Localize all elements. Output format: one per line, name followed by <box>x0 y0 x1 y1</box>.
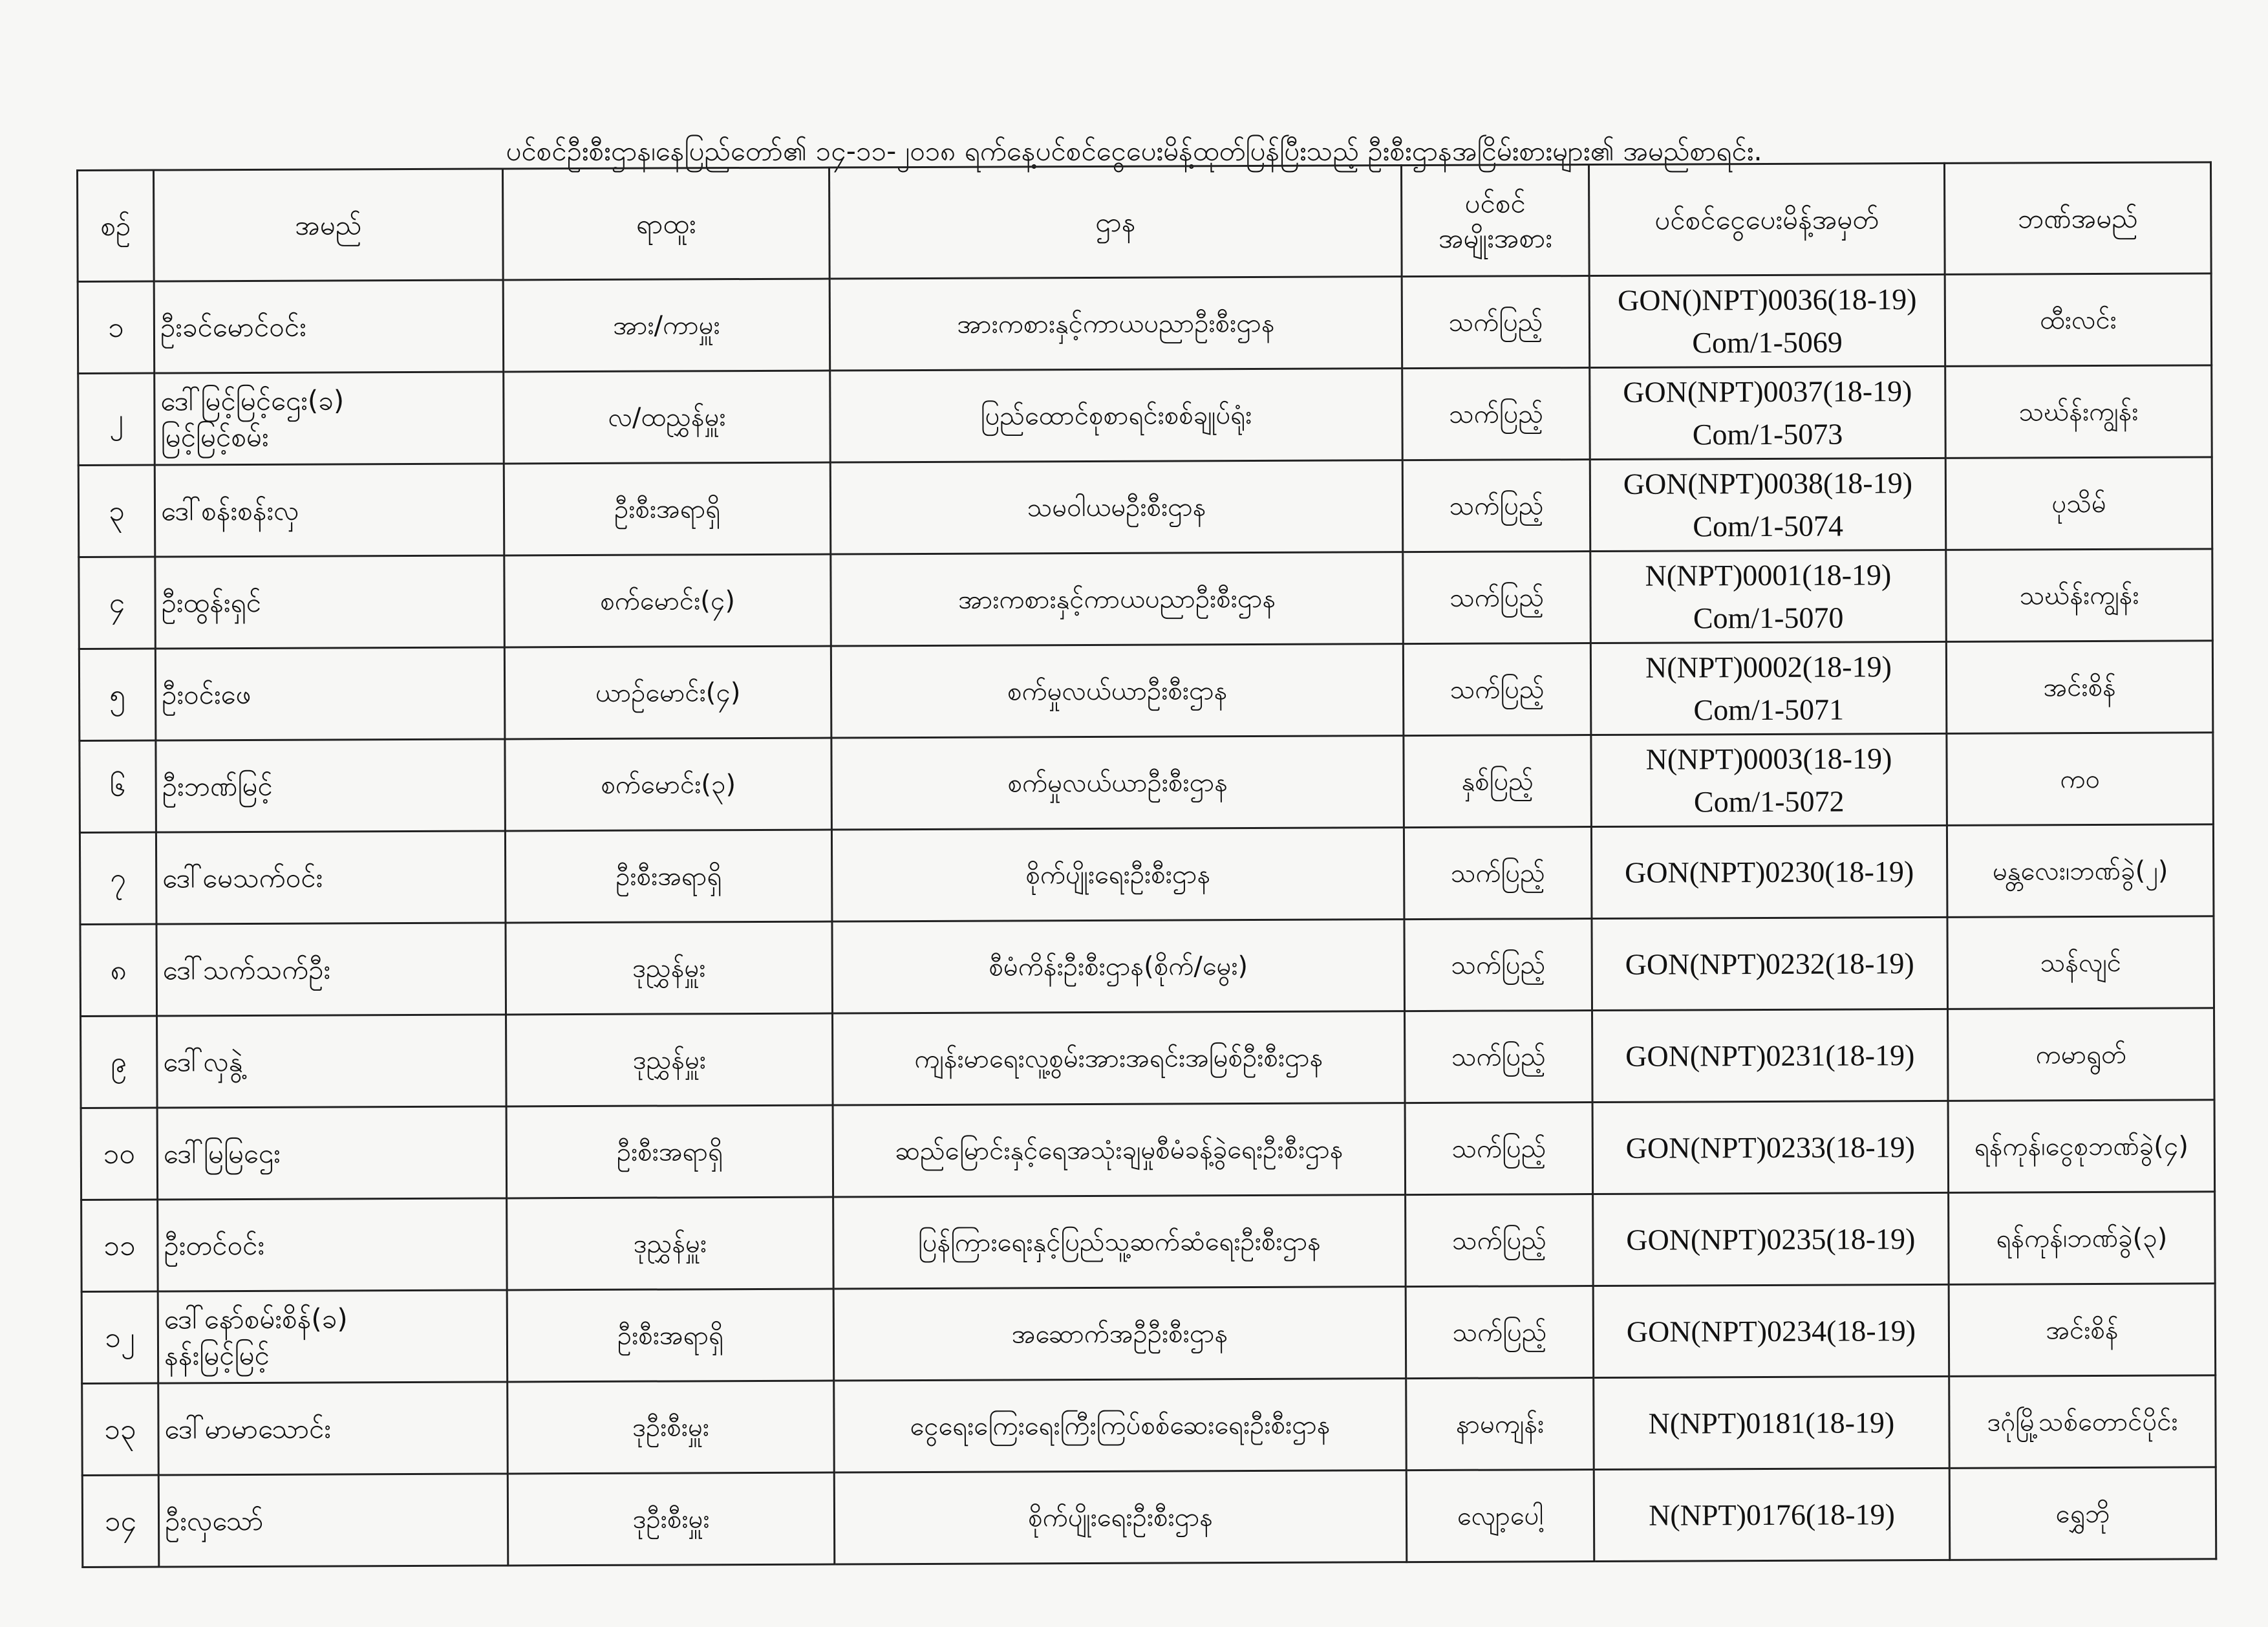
pension-table <box>76 161 2217 1568</box>
table-row <box>78 274 2212 374</box>
row-bank <box>1945 457 2212 550</box>
row-name-text: ဒေါ်စန်းစန်းလှ <box>160 494 299 527</box>
row-name <box>156 739 506 832</box>
row-no <box>78 281 155 373</box>
row-rank-text: အား/ကာမှူး <box>613 310 720 341</box>
row-pension-type-text: လျော့ပေါ့ <box>1457 1500 1544 1531</box>
row-permit-text: GON(NPT)0231(18-19) <box>1625 1038 1915 1073</box>
row-permit-text: N(NPT)0176(18-19) <box>1649 1497 1895 1532</box>
header-dept: ဌာန <box>829 166 1402 279</box>
row-dept <box>831 552 1404 646</box>
row-rank-text: ဒုဦးစီးမှူး <box>632 1503 710 1535</box>
row-name <box>155 647 505 740</box>
row-dept-text: စီမံကိန်းဦးစီးဌာန(စိုက်/မွေး) <box>989 951 1248 982</box>
row-permit-text: Com/1-5072 <box>1693 784 1845 818</box>
row-rank-text: ဦးစီးအရာရှိ <box>614 493 721 524</box>
row-permit <box>1590 641 1947 735</box>
row-permit <box>1590 550 1947 643</box>
row-pension-type <box>1404 827 1592 920</box>
row-bank <box>1948 1008 2215 1101</box>
table-row <box>78 365 2212 466</box>
table-row <box>82 1375 2216 1476</box>
row-name <box>154 280 504 373</box>
row-rank <box>506 921 833 1015</box>
row-name-text: ဦးဝင်းဖေ <box>162 678 251 710</box>
row-pension-type <box>1406 1378 1594 1471</box>
row-dept <box>830 460 1403 554</box>
table-row <box>80 916 2214 1017</box>
row-no <box>81 1291 158 1383</box>
row-name <box>155 555 505 649</box>
header-name: အမည် <box>154 169 504 281</box>
row-bank-text: မန္တလေး၊ဘဏ်ခွဲ(၂) <box>1992 856 2168 887</box>
row-dept-text: ဆည်မြောင်းနှင့်ရေအသုံးချမှုစီမံခန့်ခွဲရေးဦးစီးဌာန <box>895 1134 1343 1166</box>
header-row <box>78 162 2212 282</box>
row-dept-text: ပြည်ထောင်စုစာရင်းစစ်ချုပ်ရုံး <box>980 400 1252 431</box>
row-no-text: ၁၄ <box>104 1504 137 1538</box>
row-dept <box>831 828 1404 921</box>
row-permit-text: N(NPT)0002(18-19) <box>1645 649 1892 684</box>
row-dept <box>829 277 1402 371</box>
row-name <box>158 1198 508 1291</box>
table-body <box>78 274 2216 1568</box>
row-name-text: ဦးခင်မောင်ဝင်း <box>160 310 306 343</box>
row-no <box>79 649 156 740</box>
table-row <box>79 641 2213 741</box>
row-pension-type-text: သက်ပြည့် <box>1449 582 1545 613</box>
row-dept-text: စက်မှုလယ်ယာဦးစီးဌာန <box>1007 675 1228 706</box>
table-row <box>81 1192 2216 1292</box>
row-no-text: ၁၂ <box>105 1320 135 1354</box>
row-permit <box>1592 1009 1949 1102</box>
row-pension-type <box>1405 1011 1593 1103</box>
row-pension-type <box>1403 643 1591 736</box>
row-rank-text: လ/ထညွှန်မှူး <box>608 402 726 433</box>
row-bank-text: ပုသိမ် <box>2051 488 2106 519</box>
row-pension-type <box>1406 1194 1594 1287</box>
row-name-text: ဒေါ်မေသက်ဝင်း <box>162 861 323 894</box>
row-bank-text: အင်းစိန် <box>2046 1315 2119 1345</box>
row-pension-type-text: သက်ပြည့် <box>1452 1317 1547 1348</box>
row-no-text: ၁၃ <box>104 1412 136 1446</box>
row-permit <box>1591 825 1947 918</box>
row-no-text: ၇ <box>110 861 127 895</box>
row-name-text: နန်းမြင့်မြင့် <box>164 1339 270 1371</box>
row-rank <box>503 279 830 372</box>
table-row <box>80 733 2214 833</box>
row-rank-text: ဒုညွှန်မှူး <box>632 953 706 984</box>
row-pension-type-text: သက်ပြည့် <box>1448 398 1544 429</box>
row-no <box>82 1383 159 1475</box>
row-rank-text: ယာဉ်မောင်း(၄) <box>595 677 741 708</box>
row-rank <box>507 1197 834 1290</box>
row-permit-text: GON(NPT)0235(18-19) <box>1626 1222 1916 1256</box>
row-permit-text: GON(NPT)0230(18-19) <box>1625 854 1914 889</box>
row-bank <box>1946 549 2213 642</box>
row-bank <box>1949 1375 2216 1469</box>
row-name-text: ဒေါ်မာမာသောင်း <box>164 1412 332 1445</box>
row-permit-text: Com/1-5074 <box>1693 509 1844 543</box>
row-rank-text: စက်မောင်း(၃) <box>601 769 736 800</box>
row-rank <box>506 1105 833 1198</box>
row-permit-text: GON(NPT)0233(18-19) <box>1625 1130 1915 1165</box>
row-no-text: ၈ <box>110 953 127 987</box>
header-pension-type <box>1401 165 1589 277</box>
row-dept <box>832 920 1405 1013</box>
table-row <box>79 549 2213 649</box>
row-no-text: ၄ <box>109 586 125 620</box>
row-permit-text: Com/1-5073 <box>1692 417 1843 451</box>
row-no-text: ၉ <box>111 1045 127 1079</box>
row-pension-type-text: သက်ပြည့် <box>1449 490 1544 521</box>
row-dept-text: ပြန်ကြားရေးနှင့်ပြည်သူ့ဆက်ဆံရေးဦးစီးဌာန <box>917 1226 1321 1258</box>
row-permit <box>1592 917 1948 1010</box>
row-name <box>156 831 506 924</box>
row-name-text: ဒေါ်လှနွဲ့ <box>163 1045 243 1077</box>
row-pension-type <box>1402 460 1590 552</box>
row-permit-text: GON(NPT)0232(18-19) <box>1625 946 1914 981</box>
row-rank-text: စက်မောင်း(၄) <box>600 585 736 616</box>
row-dept-text: စိုက်ပျိုးရေးဦးစီးဌာန <box>1027 1502 1214 1533</box>
row-bank-text: ရန်ကုန်၊ငွေစုဘဏ်ခွဲ(၄) <box>1974 1130 2189 1162</box>
row-no <box>79 557 156 649</box>
row-no <box>82 1475 159 1567</box>
row-pension-type-text: သက်ပြည့် <box>1451 1225 1546 1256</box>
row-dept-text: ကျန်းမာရေးလူ့စွမ်းအားအရင်းအမြစ်ဦးစီးဌာန <box>914 1042 1323 1074</box>
row-dept <box>831 736 1404 830</box>
row-rank <box>508 1472 835 1566</box>
header-no: စဉ် <box>78 170 155 281</box>
row-pension-type-text: သက်ပြည့် <box>1450 857 1545 889</box>
row-dept-text: အားကစားနှင့်ကာယပညာဦးစီးဌာန <box>957 583 1276 615</box>
row-no-text: ၁၁ <box>103 1229 136 1262</box>
row-name-text: ဦးထွန်းရှင် <box>161 586 262 618</box>
row-permit-text: GON(NPT)0234(18-19) <box>1626 1313 1916 1348</box>
row-bank <box>1947 824 2214 918</box>
row-name <box>157 1106 507 1200</box>
row-pension-type <box>1403 552 1591 644</box>
row-dept <box>830 369 1403 462</box>
row-name <box>158 1474 508 1567</box>
row-rank <box>507 1289 834 1382</box>
row-pension-type-text: သက်ပြည့် <box>1451 949 1546 980</box>
row-pension-type-text: သက်ပြည့် <box>1448 307 1543 338</box>
row-dept-text: စက်မှုလယ်ယာဦးစီးဌာန <box>1007 767 1228 798</box>
row-permit-text: N(NPT)0181(18-19) <box>1648 1405 1895 1440</box>
row-no <box>81 1108 158 1200</box>
row-rank <box>505 830 832 923</box>
row-no <box>80 740 156 832</box>
row-name-text: ဒေါ်မြင့်မြင့်ဌေး(ခ) <box>160 383 345 417</box>
row-bank-text: သဃ်န်းကျွန်း <box>2019 580 2139 610</box>
row-permit <box>1590 458 1946 551</box>
row-no <box>80 832 156 924</box>
table-row <box>81 1284 2216 1384</box>
row-no <box>81 1200 158 1291</box>
row-no-text: ၁၀ <box>103 1137 136 1170</box>
header-pension-type-line2: အမျိုးအစား <box>1438 221 1553 254</box>
row-no <box>80 924 157 1016</box>
row-bank-text: သန်လျင် <box>2040 947 2122 978</box>
row-bank-text: ကမာရွတ် <box>2035 1039 2127 1070</box>
row-permit-text: GON()NPT)0036(18-19) <box>1617 282 1917 317</box>
row-permit-text: Com/1-5071 <box>1693 693 1845 726</box>
row-permit-text: GON(NPT)0038(18-19) <box>1623 466 1913 501</box>
row-name-text: ဒေါ်သက်သက်ဦး <box>162 953 331 986</box>
row-permit-text: N(NPT)0003(18-19) <box>1645 741 1892 776</box>
row-no-text: ၁ <box>107 310 124 344</box>
row-pension-type <box>1404 919 1592 1011</box>
row-name <box>157 1015 507 1108</box>
row-name <box>155 464 504 557</box>
row-pension-type-text: သက်ပြည့် <box>1451 1133 1546 1164</box>
header-rank: ရာထူး <box>503 167 830 280</box>
row-pension-type-text: နှစ်ပြည့် <box>1461 766 1534 797</box>
table-row <box>80 824 2214 925</box>
row-permit-text: N(NPT)0001(18-19) <box>1645 557 1892 592</box>
document-title: ပင်စင်ဦးစီးဌာန၊နေပြည်တော်၏ ၁၄-၁၁-၂၀၁၈ ရက်နေ့ပင်စင်ငွေပေးမိန့်ထုတ်ပြန်ပြီးသည့် ဦးစီးဌာနအငြိမ်းစားများ၏ အမည်စာရင်း. <box>506 135 1762 167</box>
row-name-text: ဒေါ်နော်စမ်းစိန်(ခ) <box>164 1302 348 1335</box>
row-bank-text: အင်းစိန် <box>2043 672 2116 702</box>
row-no <box>78 465 155 557</box>
row-permit <box>1590 366 1946 459</box>
row-pension-type-text: သက်ပြည့် <box>1451 1041 1546 1072</box>
row-dept-text: အားကစားနှင့်ကာယပညာဦးစီးဌာန <box>957 308 1275 339</box>
row-no-text: ၅ <box>109 678 126 711</box>
header-pension-type-line1: ပင်စင် <box>1464 186 1526 219</box>
row-permit <box>1594 1376 1950 1469</box>
header-bank: ဘဏ်အမည် <box>1944 162 2211 275</box>
table-row <box>78 457 2212 557</box>
row-dept <box>833 1287 1406 1381</box>
row-rank <box>504 554 831 647</box>
row-rank-text: ဒုညွှန်မှူး <box>633 1228 707 1259</box>
row-name-text: မြင့်မြင့်စမ်း <box>160 420 269 453</box>
row-pension-type <box>1404 735 1592 828</box>
row-permit-text: GON(NPT)0037(18-19) <box>1623 374 1912 409</box>
row-name <box>156 923 506 1016</box>
row-dept <box>831 644 1404 738</box>
row-no-text: ၂ <box>109 402 123 436</box>
row-permit <box>1594 1468 1950 1561</box>
row-bank <box>1946 641 2213 734</box>
row-permit <box>1591 733 1947 826</box>
row-dept <box>833 1195 1406 1289</box>
row-rank <box>504 646 831 739</box>
header-permit: ပင်စင်ငွေပေးမိန့်အမှတ် <box>1589 163 1945 275</box>
row-permit-text: Com/1-5069 <box>1692 325 1843 359</box>
row-dept-text: ငွေရေးကြေးရေးကြီးကြပ်စစ်ဆေးရေးဦးစီးဌာန <box>910 1410 1331 1441</box>
row-rank-text: ဦးစီးအရာရှိ <box>615 861 722 892</box>
row-bank-text: ရွှေဘို <box>2055 1498 2110 1529</box>
row-name-text: ဒေါ်မြမြဌေး <box>163 1137 281 1169</box>
row-bank <box>1949 1192 2216 1285</box>
row-dept <box>833 1103 1406 1197</box>
row-name-text: ဦးတင်ဝင်း <box>164 1229 265 1261</box>
row-bank-text: ရန်ကုန်၊ဘဏ်ခွဲ(၃) <box>1996 1223 2168 1254</box>
row-rank-text: ဦးစီးအရာရှိ <box>616 1136 723 1167</box>
table-row <box>81 1008 2215 1108</box>
row-no-text: ၃ <box>109 494 125 528</box>
row-pension-type <box>1402 276 1590 369</box>
row-bank-text: ဒဂုံမြို့သစ်တောင်ပိုင်း <box>1987 1406 2178 1438</box>
row-bank-text: ထီးလင်း <box>2039 305 2117 335</box>
row-pension-type-text: နာမကျန်း <box>1455 1408 1545 1439</box>
row-bank <box>1947 916 2214 1009</box>
row-dept-text: စိုက်ပျိုးရေးဦးစီးဌာန <box>1025 859 1211 890</box>
row-permit <box>1593 1284 1949 1377</box>
row-bank <box>1945 365 2212 458</box>
row-name <box>155 372 504 465</box>
row-name-text: ဦးလှသော် <box>164 1504 264 1536</box>
row-permit <box>1592 1101 1949 1194</box>
row-bank <box>1948 1100 2215 1193</box>
row-rank <box>504 371 831 464</box>
row-dept-text: သမဝါယမဦးစီးဌာန <box>1027 491 1206 523</box>
row-bank <box>1945 274 2212 367</box>
row-no-text: ၆ <box>109 770 126 803</box>
row-bank-text: ကဝ <box>2060 764 2101 794</box>
table-row <box>81 1100 2215 1200</box>
row-no <box>81 1016 158 1108</box>
row-pension-type <box>1406 1286 1594 1379</box>
row-dept <box>834 1379 1407 1472</box>
row-dept-text: အဆောက်အဦဦးစီးဌာန <box>1011 1318 1228 1349</box>
row-permit <box>1593 1192 1949 1286</box>
row-permit-text: Com/1-5070 <box>1693 601 1844 634</box>
row-pension-type <box>1405 1103 1593 1195</box>
row-name <box>158 1290 508 1383</box>
row-pension-type <box>1406 1470 1594 1562</box>
table-row <box>82 1467 2216 1568</box>
row-rank <box>504 462 831 555</box>
row-bank-text: သဃ်န်းကျွန်း <box>2018 396 2139 427</box>
row-rank-text: ဒုညွှန်မှူး <box>632 1044 707 1075</box>
row-bank <box>1949 1284 2216 1377</box>
row-pension-type-text: သက်ပြည့် <box>1450 674 1545 705</box>
row-rank-text: ဒုဦးစီးမှူး <box>632 1412 710 1443</box>
row-dept <box>833 1011 1406 1105</box>
row-no <box>78 373 155 465</box>
row-permit <box>1589 274 1945 367</box>
row-rank-text: ဦးစီးအရာရှိ <box>617 1320 724 1351</box>
row-rank <box>505 738 832 831</box>
row-rank <box>506 1013 833 1106</box>
row-bank <box>1947 733 2214 826</box>
row-pension-type <box>1402 368 1590 460</box>
row-bank <box>1949 1467 2216 1560</box>
row-rank <box>508 1381 835 1474</box>
row-dept <box>834 1471 1407 1564</box>
row-name-text: ဦးဘဏ်မြင့် <box>162 770 273 802</box>
row-name <box>158 1382 508 1475</box>
